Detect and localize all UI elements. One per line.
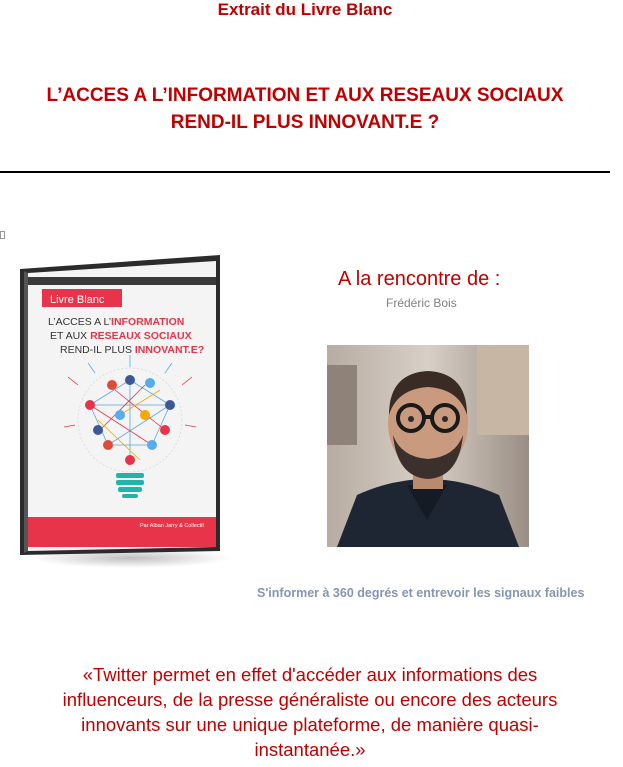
book-badge-text: Livre Blanc <box>50 294 105 306</box>
book-footer-band <box>28 517 216 547</box>
page-title-line-1: L’ACCES A L’INFORMATION ET AUX RESEAUX SOCIAUX <box>46 85 564 106</box>
anchor-icon <box>0 231 5 239</box>
portrait-photo <box>327 345 529 547</box>
page-title <box>0 82 610 136</box>
quote-text: «Twitter permet en effet d'accéder aux informations des influenceurs, de la presse généraliste ou encore des acteurs innovants sur une unique plateforme, de manière quasi-instantanée.» <box>62 664 558 760</box>
book-footer-text: Par Alban Jarry & Collectif <box>140 523 204 529</box>
extract-label: Extrait du Livre Blanc <box>217 0 393 19</box>
interviewee-name: Frédéric Bois <box>386 296 457 310</box>
book-cover-line-3: REND-IL PLUS INNOVANT.E? <box>60 344 205 356</box>
book-cover-line-1: L’ACCES A L’INFORMATION <box>48 316 185 328</box>
portrait-caption: S'informer à 360 degrés et entrevoir les signaux faibles <box>257 586 585 600</box>
book-cover-image <box>20 255 220 565</box>
meet-heading: A la rencontre de : <box>338 268 501 290</box>
horizontal-rule <box>0 171 610 173</box>
book-cover-line-2: ET AUX RESEAUX SOCIAUX <box>50 330 192 342</box>
page-title-line-2: REND-IL PLUS INNOVANT.E ? <box>170 112 440 133</box>
